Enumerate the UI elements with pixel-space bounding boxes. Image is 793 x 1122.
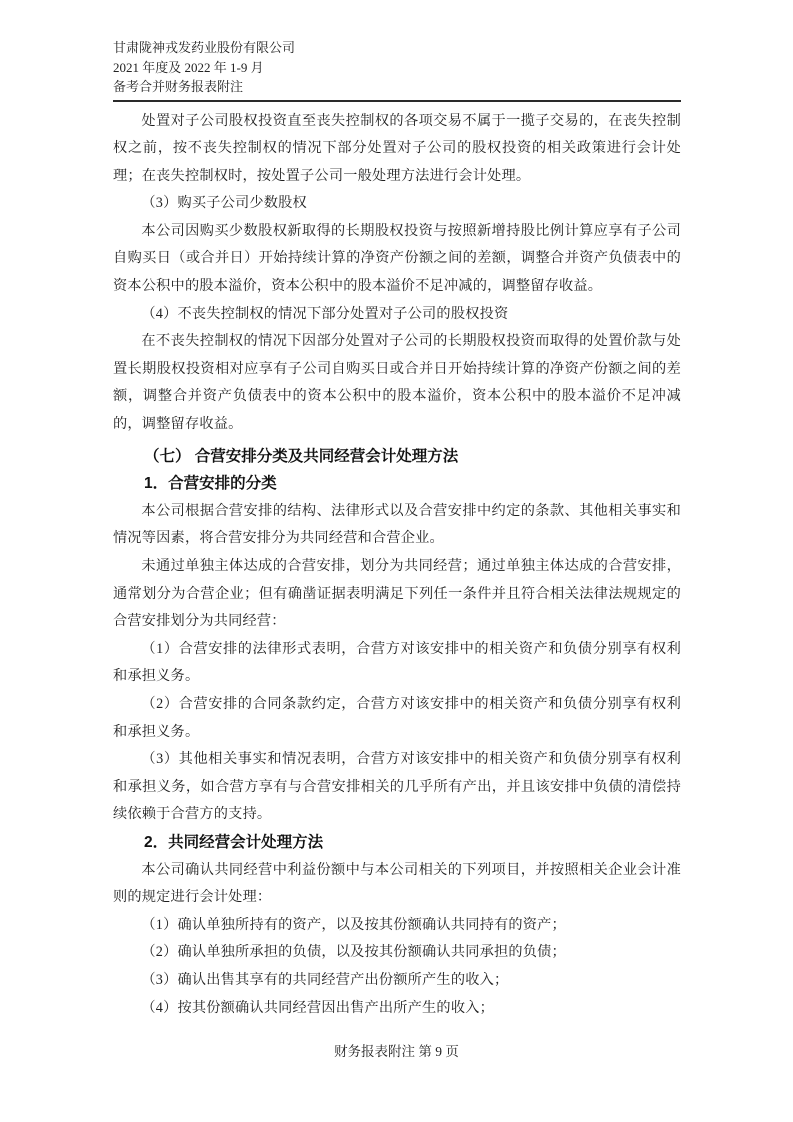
page-header <box>113 0 681 102</box>
section-heading-joint-arrangement: （七） 合营安排分类及共同经营会计处理方法 <box>144 447 459 465</box>
item-heading-buy-minority-equity: （3）购买子公司少数股权 <box>141 195 307 212</box>
sub-heading-joint-operation-accounting: 2．共同经营会计处理方法 <box>144 833 324 851</box>
para-recognize-liabilities: （2）确认单独所承担的负债，以及按其份额确认共同承担的负债； <box>141 944 566 961</box>
para-recognize-shared-output-revenue: （4）按其份额确认共同经营因出售产出所产生的收入； <box>141 999 494 1016</box>
para-classification-factors: 本公司根据合营安排的结构、法律形式以及合营安排中约定的条款、其他相关事实和情况等因素，将合营安排分为共同经营和合营企业。 <box>113 502 681 547</box>
para-separate-vehicle-rules: 未通过单独主体达成的合营安排，划分为共同经营；通过单独主体达成的合营安排，通常划分为合营企业；但有确凿证据表明满足下列任一条件并且符合相关法律法规规定的合营安排划分为共同经营： <box>113 558 681 630</box>
header-rule <box>113 100 681 102</box>
item-heading-partial-disposal-no-loss: （4）不丧失控制权的情况下部分处置对子公司的股权投资 <box>141 305 509 322</box>
para-recognize-own-output-revenue: （3）确认出售其享有的共同经营产出份额所产生的收入； <box>141 971 509 988</box>
para-condition-contract-terms: （2）合营安排的合同条款约定，合营方对该安排中的相关资产和负债分别享有权利和承担义务。 <box>113 695 681 740</box>
para-recognize-assets: （1）确认单独所持有的资产，以及按其份额确认共同持有的资产； <box>141 916 566 933</box>
sub-heading-joint-arrangement-classification: 1．合营安排的分类 <box>144 475 277 493</box>
header-company-name: 甘肃陇神戎发药业股份有限公司 <box>113 40 296 55</box>
para-joint-operation-recognition: 本公司确认共同经营中利益份额中与本公司相关的下列项目，并按照相关企业会计准则的规定进行会计处理： <box>113 861 681 906</box>
para-partial-disposal-no-loss: 在不丧失控制权的情况下因部分处置对子公司的长期股权投资而取得的处置价款与处置长期股权投资相对应享有子公司自购买日或合并日开始持续计算的净资产份额之间的差额，调整合并资产负债表中的资本公积中的股本溢价，资本公积中的股本溢价不足冲减的，调整留存收益。 <box>113 333 681 433</box>
para-disposal-until-loss-of-control: 处置对子公司股权投资直至丧失控制权的各项交易不属于一揽子交易的，在丧失控制权之前，按不丧失控制权的情况下部分处置对子公司的股权投资的相关政策进行会计处理；在丧失控制权时，按处置子公司一般处理方法进行会计处理。 <box>113 112 681 184</box>
header-report-period: 2021 年度及 2022 年 1-9 月 <box>113 59 264 75</box>
page-footer <box>0 1040 793 1060</box>
para-condition-other-facts: （3）其他相关事实和情况表明，合营方对该安排中的相关资产和负债分别享有权利和承担义务，如合营方享有与合营安排相关的几乎所有产出，并且该安排中负债的清偿持续依赖于合营方的支持。 <box>113 751 681 823</box>
para-minority-equity-purchase: 本公司因购买少数股权新取得的长期股权投资与按照新增持股比例计算应享有子公司自购买日（或合并日）开始持续计算的净资产份额之间的差额，调整合并资产负债表中的资本公积中的股本溢价，资本公积中的股本溢价不足冲减的，调整留存收益。 <box>113 222 681 295</box>
footer-page-label: 财务报表附注 第 9 页 <box>334 1044 459 1059</box>
document-body <box>113 108 681 1023</box>
page-content <box>113 0 681 1022</box>
para-condition-legal-form: （1）合营安排的法律形式表明，合营方对该安排中的相关资产和负债分别享有权利和承担义务。 <box>113 640 681 685</box>
header-doc-title: 备考合并财务报表附注 <box>113 79 244 94</box>
